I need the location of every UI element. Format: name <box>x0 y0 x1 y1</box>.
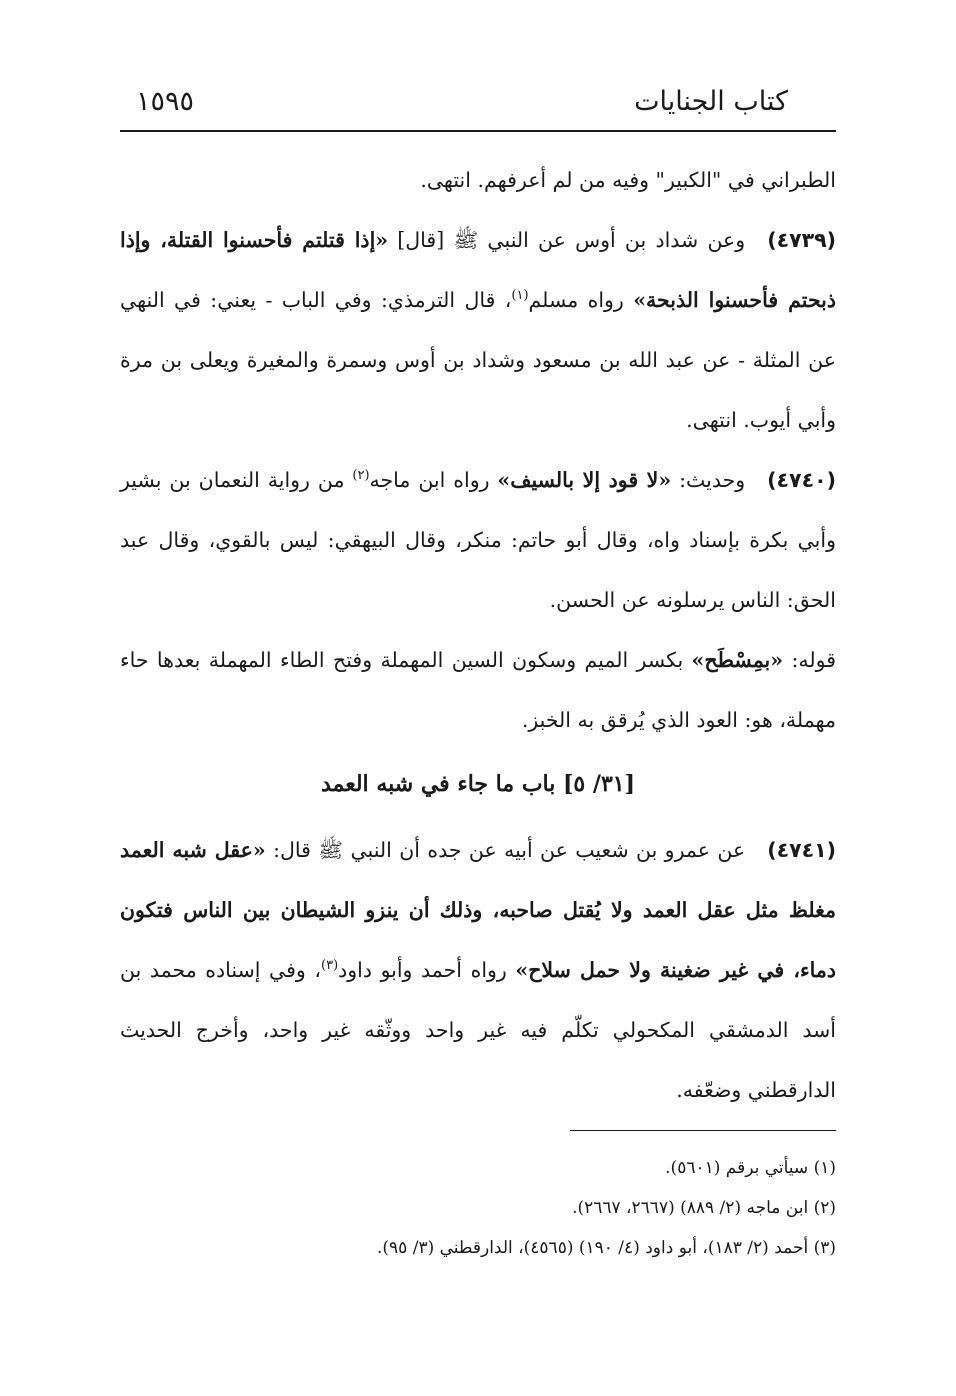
footnotes <box>120 1148 836 1268</box>
footnote-ref: (١) <box>511 288 529 304</box>
hadith-number: (٤٧٤١) <box>767 838 836 862</box>
hadith-number: (٤٧٤٠) <box>767 468 836 492</box>
text-segment: رواه مسلم <box>528 288 634 312</box>
paragraph <box>120 450 836 630</box>
text-segment: وعن شداد بن أوس عن النبي ﷺ [قال] <box>388 228 746 252</box>
section-heading: [٣١/ ٥] باب ما جاء في شبه العمد <box>320 771 636 797</box>
hadith-quote: «بمِسْطَح» <box>691 648 784 672</box>
text-segment: بكسر الميم وسكون السين المهملة وفتح الطاء المهملة بعدها حاء مهملة، هو: العود الذي يُرقق به الخبز. <box>120 648 836 732</box>
paragraph <box>120 150 836 210</box>
hadith-quote: «إذا قتلتم فأحسنوا القتلة، وإذا ذبحتم فأحسنوا الذبحة» <box>120 228 837 312</box>
text-segment: عن عمرو بن شعيب عن أبيه عن جده أن النبي ﷺ قال: <box>265 838 746 862</box>
text-segment: ، وفي إسناده محمد بن أسد الدمشقي المكحولي تكلّم فيه غير واحد ووثّقه غير واحد، وأخرج الحديث الدارقطني وضعّفه. <box>120 958 836 1102</box>
hadith-number: (٤٧٣٩) <box>767 228 836 252</box>
paragraph <box>120 210 836 450</box>
footnote-ref: (٣) <box>321 958 339 974</box>
paragraph <box>120 630 836 750</box>
text-segment: ، قال الترمذي: وفي الباب - يعني: في النهي عن المثلة - عن عبد الله بن مسعود وشداد بن أوس وسمرة والمغيرة ويعلى بن مرة وأبي أيوب. انتهى. <box>120 288 836 432</box>
paragraph <box>120 820 836 1120</box>
footnote-2: (٢) ابن ماجه (٢/ ٨٨٩) (٢٦٦٧، ٢٦٦٧). <box>572 1198 836 1218</box>
text-segment: رواه أحمد وأبو داود <box>338 958 516 982</box>
text-segment: من رواية النعمان بن بشير وأبي بكرة بإسناد واه، وقال أبو حاتم: منكر، وقال البيهقي: ليس بالقوي، وقال عبد الحق: الناس يرسلونه عن الحسن. <box>120 468 836 612</box>
hadith-quote: «لا قود إلا بالسيف» <box>497 468 672 492</box>
text-segment: قوله: <box>783 648 836 672</box>
footnote-ref: (٢) <box>352 468 370 484</box>
text-segment: وحديث: <box>671 468 746 492</box>
text-segment: الطبراني في "الكبير" وفيه من لم أعرفهم. انتهى. <box>420 168 836 192</box>
footnote-1: (١) سيأتي برقم (٥٦٠١). <box>665 1158 836 1178</box>
paragraphs-before-heading <box>120 150 836 750</box>
main-text <box>120 150 836 1120</box>
book-title: كتاب الجنايات <box>634 86 788 117</box>
page-number: ١٥٩٥ <box>136 86 195 117</box>
hadith-quote: «عقل شبه العمد مغلظ مثل عقل العمد ولا يُقتل صاحبه، وذلك أن ينزو الشيطان بين الناس فتكون دماء، في غير ضغينة ولا حمل سلاح» <box>120 838 837 982</box>
page-header <box>120 82 836 132</box>
paragraphs-after-heading <box>120 820 836 1120</box>
footnote-divider <box>570 1130 836 1131</box>
footnote-3: (٣) أحمد (٢/ ١٨٣)، أبو داود (٤/ ١٩٠) (٤٥٦٥)، الدارقطني (٣/ ٩٥). <box>377 1238 836 1258</box>
text-segment: رواه ابن ماجه <box>369 468 498 492</box>
